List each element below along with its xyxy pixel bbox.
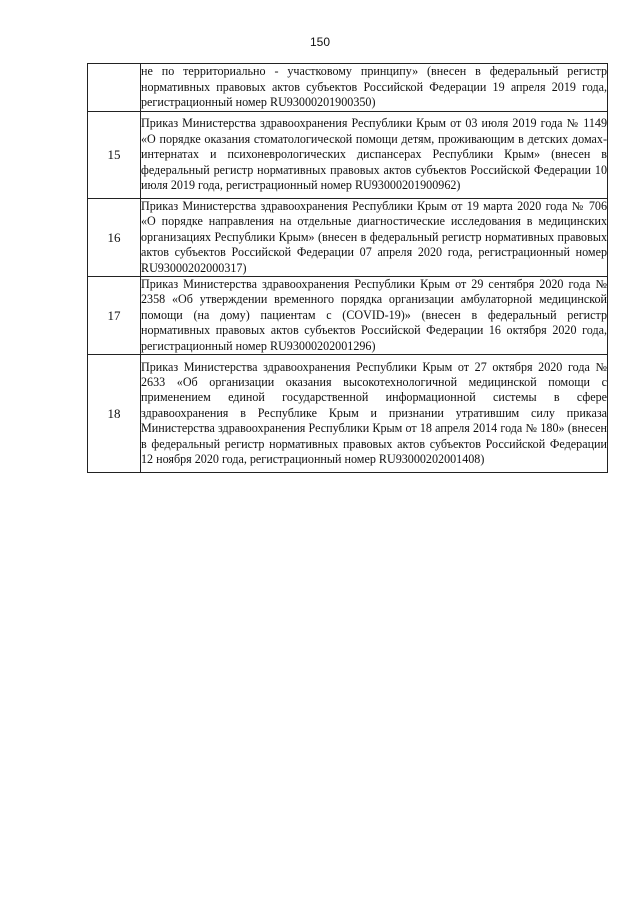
row-text: Приказ Министерства здравоохранения Республики Крым от 29 сентября 2020 года № 2358 «Об утверждении временного порядка организации амбулаторной медицинской помощи (на дому) пациентам с (COVID-19)» (внесен в федеральный регистр нормативных правовых актов субъектов Российской Федерации 16 октября 2020 года, регистрационный номер RU93000202001296) (141, 277, 607, 353)
page-number: 150 (309, 35, 331, 49)
row-number: 18 (88, 355, 141, 473)
registry-table (87, 63, 608, 473)
row-number: 17 (88, 277, 141, 355)
row-number (88, 64, 141, 112)
row-number: 15 (88, 112, 141, 199)
row-text: Приказ Министерства здравоохранения Республики Крым от 19 марта 2020 года № 706 «О порядке направления на отдельные диагностические исследования в медицинских организациях Республики Крым» (внесен в федеральный регистр нормативных правовых актов субъектов Российской Федерации 07 апреля 2020 года, регистрационный номер RU93000202000317) (141, 199, 607, 275)
row-text: Приказ Министерства здравоохранения Республики Крым от 27 октября 2020 года № 2633 «Об организации оказания высокотехнологичной медицинской помощи с применением единой государственной информационной системы в сфере здравоохранения в Республике Крым и признании утратившим силу приказа Министерства здравоохранения Республики Крым от 18 апреля 2014 года № 180» (внесен в федеральный регистр нормативных правовых актов субъектов Российской Федерации 12 ноября 2020 года, регистрационный номер RU93000202001408) (141, 355, 608, 473)
table-row (88, 355, 608, 473)
row-number: 16 (88, 199, 141, 277)
row-text: Приказ Министерства здравоохранения Республики Крым от 03 июля 2019 года № 1149 «О порядке оказания стоматологической помощи детям, проживающим в детских домах-интернатах и психоневрологических диспансерах Республики Крым» (внесен в федеральный регистр нормативных правовых актов субъектов Российской Федерации 10 июля 2019 года, регистрационный номер RU93000201900962) (141, 112, 608, 199)
row-text: не по территориально - участковому принципу» (внесен в федеральный регистр нормативных правовых актов субъектов Российской Федерации 19 апреля 2019 года, регистрационный номер RU93000201900350) (141, 64, 608, 112)
table-row (88, 277, 608, 355)
table-row (88, 112, 608, 199)
table-row (88, 199, 608, 277)
table-row (88, 64, 608, 112)
